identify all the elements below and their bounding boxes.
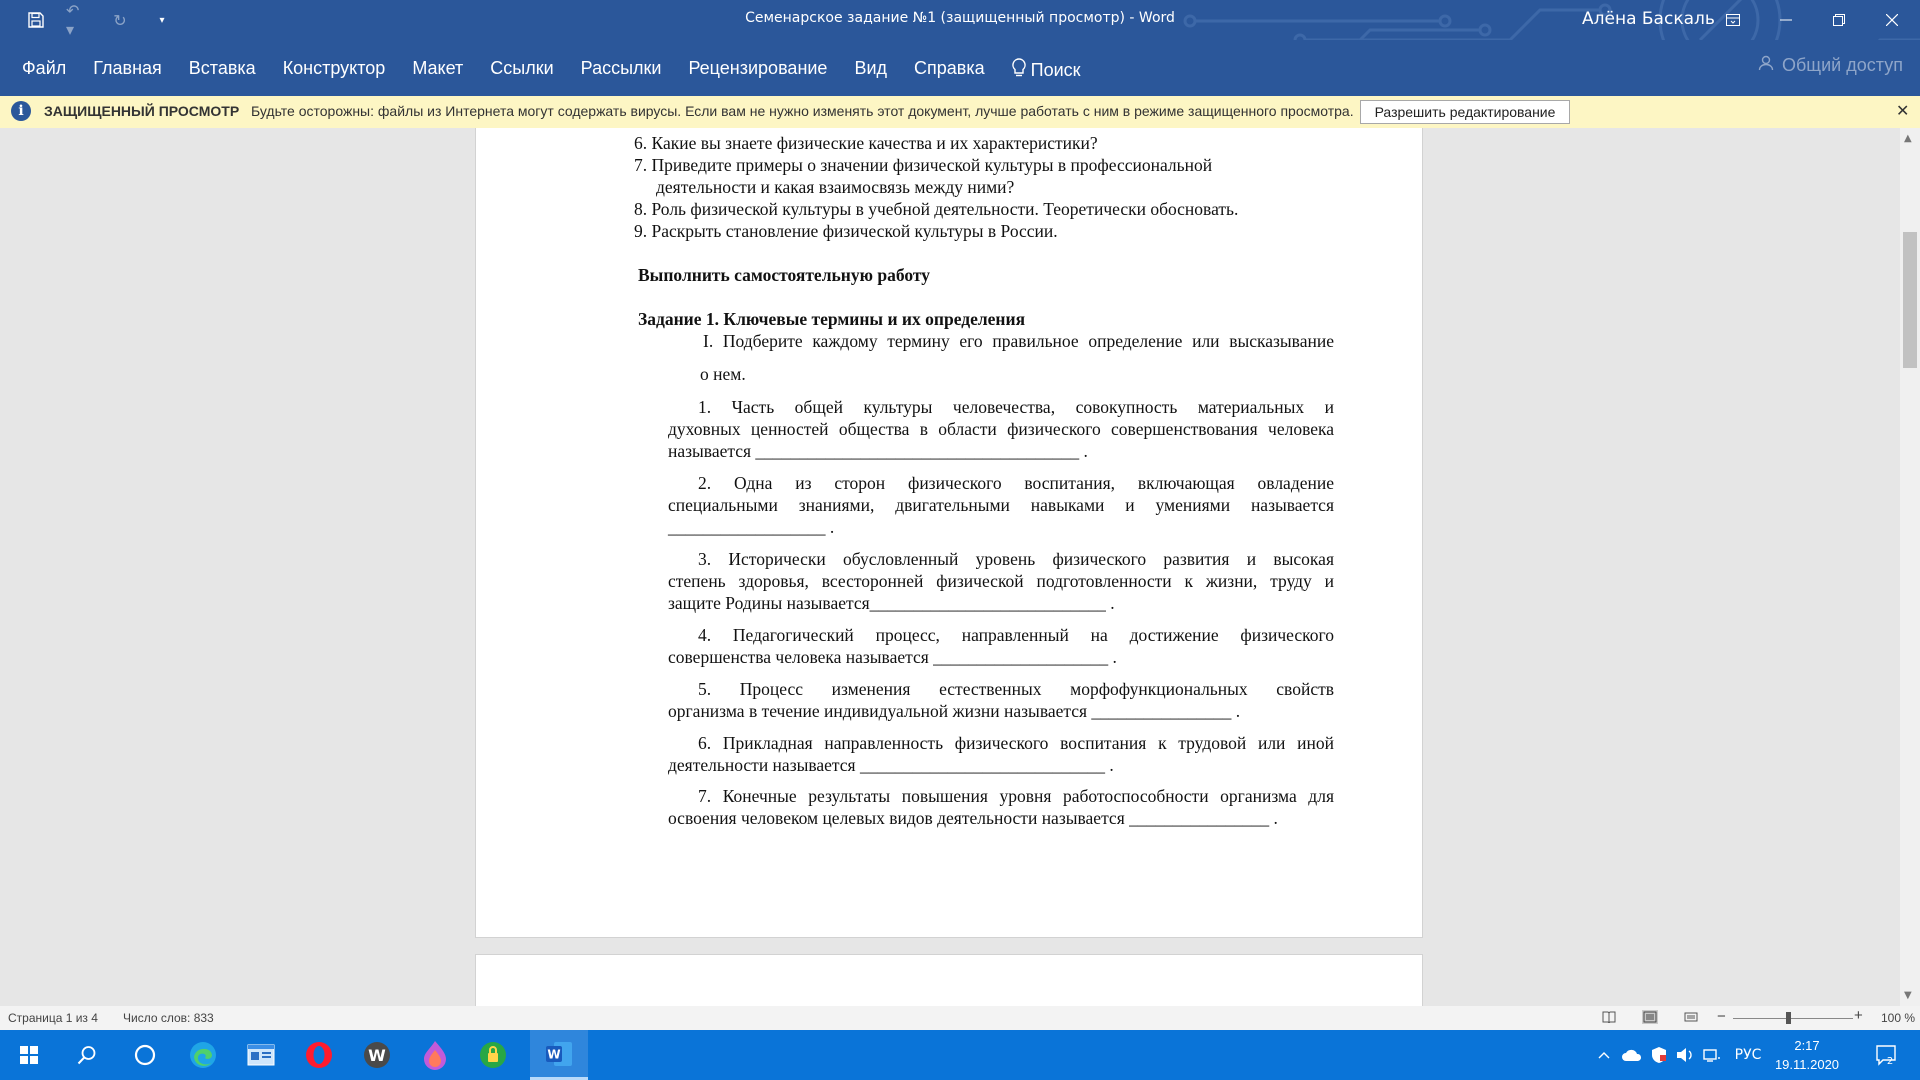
flame-app-icon[interactable] xyxy=(406,1030,464,1080)
task-title: Задание 1. Ключевые термины и их определения xyxy=(638,309,1026,329)
tab-mailings[interactable]: Рассылки xyxy=(580,58,662,78)
input-language[interactable]: РУС xyxy=(1734,1047,1762,1063)
security-icon[interactable] xyxy=(1647,1030,1671,1080)
question-9: 9. Раскрыть становление физической культуры в России. xyxy=(634,221,1058,241)
scrollbar-thumb[interactable] xyxy=(1903,232,1917,368)
windows-start-icon[interactable] xyxy=(0,1030,58,1080)
action-center-icon[interactable] xyxy=(1864,1030,1904,1080)
w-app-icon[interactable] xyxy=(348,1030,406,1080)
page-count[interactable]: Страница 1 из 4 xyxy=(8,1011,98,1025)
zoom-out-button[interactable]: − xyxy=(1717,1008,1726,1025)
document-title: Семенарское задание №1 (защищенный просмотр) - Word xyxy=(745,10,1175,26)
restore-icon[interactable] xyxy=(1813,0,1865,40)
clock-time: 2:17 xyxy=(1794,1038,1820,1053)
item-line: степень здоровья, всесторонней физической подготовленности к жизни, труду и xyxy=(668,571,1334,591)
svg-text:W: W xyxy=(368,1046,386,1065)
redo-icon[interactable]: ↻ xyxy=(113,10,127,30)
item-line: 1. Часть общей культуры человечества, совокупность материальных и xyxy=(698,397,1334,417)
person-icon xyxy=(1758,55,1774,76)
title-bar xyxy=(0,0,1920,40)
item-answer-line: деятельности называется ____________________________ . xyxy=(668,755,1114,775)
show-hidden-icons-icon[interactable] xyxy=(1594,1030,1614,1080)
tab-file[interactable]: Файл xyxy=(22,58,67,78)
enable-editing-button[interactable]: Разрешить редактирование xyxy=(1360,100,1570,124)
tab-layout[interactable]: Макет xyxy=(412,58,464,78)
search-icon[interactable] xyxy=(58,1030,116,1080)
tab-references[interactable]: Ссылки xyxy=(490,58,554,78)
web-layout-icon[interactable] xyxy=(1683,1010,1699,1024)
item-line: 6. Прикладная направленность физического воспитания к трудовой или иной xyxy=(698,733,1334,753)
item-line: духовных ценностей общества в области физического совершенствования человека xyxy=(668,419,1334,439)
onedrive-icon[interactable] xyxy=(1619,1030,1645,1080)
lightbulb-icon xyxy=(1012,58,1026,83)
tab-view[interactable]: Вид xyxy=(854,58,888,78)
question-7: 7. Приведите примеры о значении физической культуры в профессиональной xyxy=(634,155,1213,175)
ribbon-display-options-icon[interactable] xyxy=(1707,0,1759,40)
instruction-text-cont: о нем. xyxy=(700,364,746,384)
item-answer-line: защите Родины называется___________________________ . xyxy=(668,593,1115,613)
network-icon[interactable] xyxy=(1700,1030,1724,1080)
item-line: 3. Исторически обусловленный уровень физического развития и высокая xyxy=(698,549,1334,569)
question-8: 8. Роль физической культуры в учебной деятельности. Теоретически обосновать. xyxy=(634,199,1239,219)
control-panel-icon[interactable] xyxy=(232,1030,290,1080)
share-button[interactable] xyxy=(1758,55,1903,76)
customize-icon[interactable]: ▾ xyxy=(159,14,165,26)
minimize-icon[interactable] xyxy=(1760,0,1812,40)
scroll-down-icon[interactable]: ▼ xyxy=(1904,990,1912,1001)
ribbon-tab-bar xyxy=(0,40,1920,96)
tab-review[interactable]: Рецензирование xyxy=(688,58,828,78)
section-heading: Выполнить самостоятельную работу xyxy=(638,265,930,285)
question-6: 6. Какие вы знаете физические качества и их характеристики? xyxy=(634,133,1098,153)
document-page-next[interactable] xyxy=(476,955,1422,1006)
word-icon[interactable] xyxy=(530,1030,588,1080)
close-icon[interactable]: ✕ xyxy=(1896,103,1910,120)
share-label: Общий доступ xyxy=(1782,55,1903,75)
user-name[interactable]: Алёна Баскаль xyxy=(1582,9,1715,29)
read-mode-icon[interactable] xyxy=(1601,1010,1617,1024)
info-shield-icon: i xyxy=(11,101,31,121)
opera-icon[interactable] xyxy=(290,1030,348,1080)
protected-view-message: Будьте осторожны: файлы из Интернета могут содержать вирусы. Если вам не нужно изменять этот документ, лучше работать с ним в режиме защищенного просмотра. xyxy=(251,103,1354,119)
protected-view-title: ЗАЩИЩЕННЫЙ ПРОСМОТР xyxy=(44,103,240,119)
document-page[interactable] xyxy=(476,128,1422,937)
zoom-slider[interactable] xyxy=(1733,1018,1853,1019)
item-line: 2. Одна из сторон физического воспитания, включающая овладение xyxy=(698,473,1334,493)
cortana-icon[interactable] xyxy=(116,1030,174,1080)
clock[interactable] xyxy=(1772,1036,1842,1074)
status-bar xyxy=(0,1006,1920,1030)
tab-help[interactable]: Справка xyxy=(914,58,985,78)
zoom-slider-thumb[interactable] xyxy=(1786,1012,1791,1024)
undo-icon[interactable]: ↶ ▾ xyxy=(66,1,80,39)
zoom-level[interactable]: 100 % xyxy=(1881,1011,1916,1025)
clock-date: 19.11.2020 xyxy=(1774,1057,1840,1072)
close-icon[interactable] xyxy=(1866,0,1918,40)
item-answer-line: совершенства человека называется ____________________ . xyxy=(668,647,1117,667)
vertical-scrollbar[interactable] xyxy=(1900,128,1920,1006)
svg-text:W: W xyxy=(547,1047,561,1061)
item-answer-line: называется _____________________________________ . xyxy=(668,441,1088,461)
tab-design[interactable]: Конструктор xyxy=(282,58,386,78)
scroll-up-icon[interactable]: ▲ xyxy=(1904,133,1912,144)
document-area[interactable] xyxy=(0,128,1900,1006)
green-app-icon[interactable] xyxy=(464,1030,522,1080)
item-answer-line: организма в течение индивидуальной жизни называется ________________ . xyxy=(668,701,1241,721)
item-line: специальными знаниями, двигательными навыками и умениями называется xyxy=(668,495,1334,515)
tab-home[interactable]: Главная xyxy=(93,58,162,78)
item-answer-line: освоения человеком целевых видов деятельности называется ________________ . xyxy=(668,808,1278,828)
taskbar xyxy=(0,1030,1920,1080)
edge-icon[interactable] xyxy=(174,1030,232,1080)
tell-me-search[interactable] xyxy=(1012,58,1081,83)
print-layout-icon[interactable] xyxy=(1642,1010,1658,1024)
instruction-text: I. Подберите каждому термину его правильное определение или высказывание xyxy=(703,331,1334,351)
notification-count: 2 xyxy=(1886,1055,1894,1067)
zoom-in-button[interactable]: + xyxy=(1854,1007,1863,1024)
tab-insert[interactable]: Вставка xyxy=(188,58,256,78)
search-label: Поиск xyxy=(1030,60,1081,80)
item-answer-line: __________________ . xyxy=(668,517,835,537)
volume-icon[interactable] xyxy=(1673,1030,1697,1080)
item-line: 7. Конечные результаты повышения уровня работоспособности организма для xyxy=(698,786,1334,806)
ribbon-tabs xyxy=(22,58,1108,83)
item-line: 5. Процесс изменения естественных морфофункциональных свойств xyxy=(698,679,1334,699)
question-7-cont: деятельности и какая взаимосвязь между ними? xyxy=(656,177,1015,197)
item-line: 4. Педагогический процесс, направленный на достижение физического xyxy=(698,625,1334,645)
protected-view-bar xyxy=(0,96,1920,129)
word-count[interactable]: Число слов: 833 xyxy=(123,1011,214,1025)
